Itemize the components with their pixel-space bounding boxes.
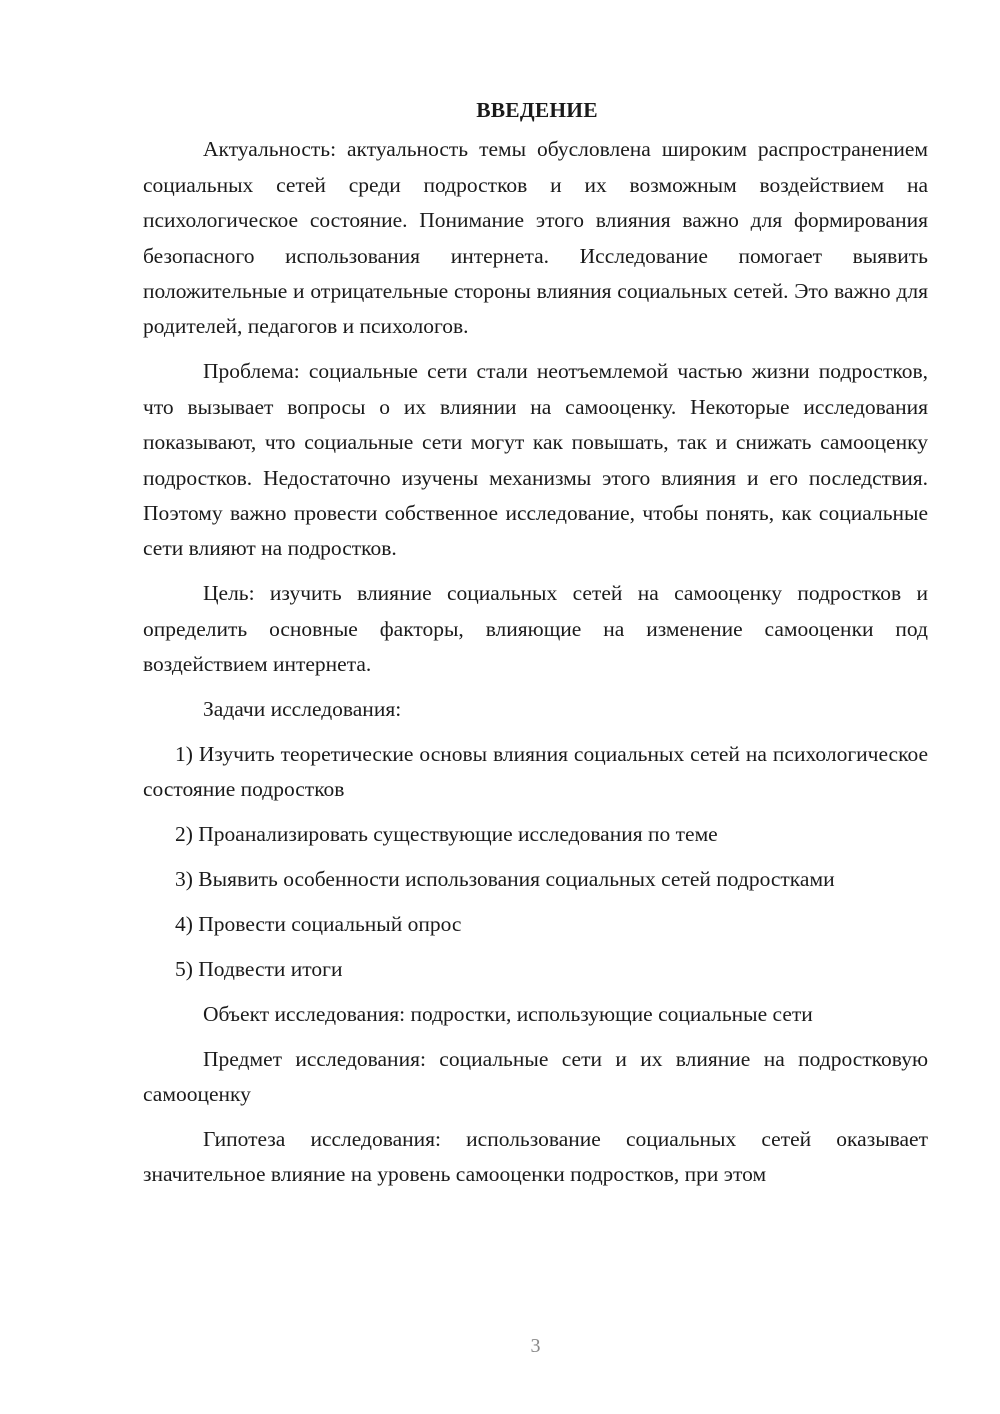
paragraph-subject: Предмет исследования: социальные сети и их влияние на подростковую самооценку — [143, 1046, 928, 1107]
task-item: 2) Проанализировать существующие исследования по теме — [175, 822, 718, 847]
paragraph-hypothesis: Гипотеза исследования: использование социальных сетей оказывает значительное влияние на уровень самооценки подростков, при этом — [143, 1127, 928, 1187]
task-item: 4) Провести социальный опрос — [175, 912, 462, 937]
paragraph-problem: Проблема: социальные сети стали неотъемлемой частью жизни подростков, что вызывает вопросы о их влиянии на самооценку. Некоторые исследования показывают, что социальные сети могут как повышать, так и снижать самооценку подростков. Недостаточно изучены механизмы этого влияния и его последствия. Поэтому важно провести собственное исследование, чтобы понять, как социальные сети влияют на подростков. — [143, 359, 928, 561]
task-item: 5) Подвести итоги — [175, 956, 343, 981]
paragraph-object: Объект исследования: подростки, использующие социальные сети — [203, 1001, 813, 1026]
task-item: 1) Изучить теоретические основы влияния социальных сетей на психологическое состояние подростков — [143, 741, 928, 802]
section-title: ВВЕДЕНИЕ — [476, 98, 598, 122]
paragraph-relevance: Актуальность: актуальность темы обусловлена широким распространением социальных сетей среди подростков и их возможным воздействием на психологическое состояние. Понимание этого влияния важно для формирования безопасного использования интернета. Исследование помогает выявить положительные и отрицательные стороны влияния социальных сетей. Это важно для родителей, педагогов и психологов. — [143, 137, 928, 339]
paragraph-tasks-heading: Задачи исследования: — [203, 697, 402, 721]
page-content — [143, 93, 928, 1202]
paragraph-goal: Цель: изучить влияние социальных сетей на самооценку подростков и определить основные факторы, влияющие на изменение самооценки под воздействием интернета. — [143, 581, 928, 677]
task-item: 3) Выявить особенности использования социальных сетей подростками — [175, 867, 835, 892]
page-number: 3 — [530, 1335, 541, 1357]
